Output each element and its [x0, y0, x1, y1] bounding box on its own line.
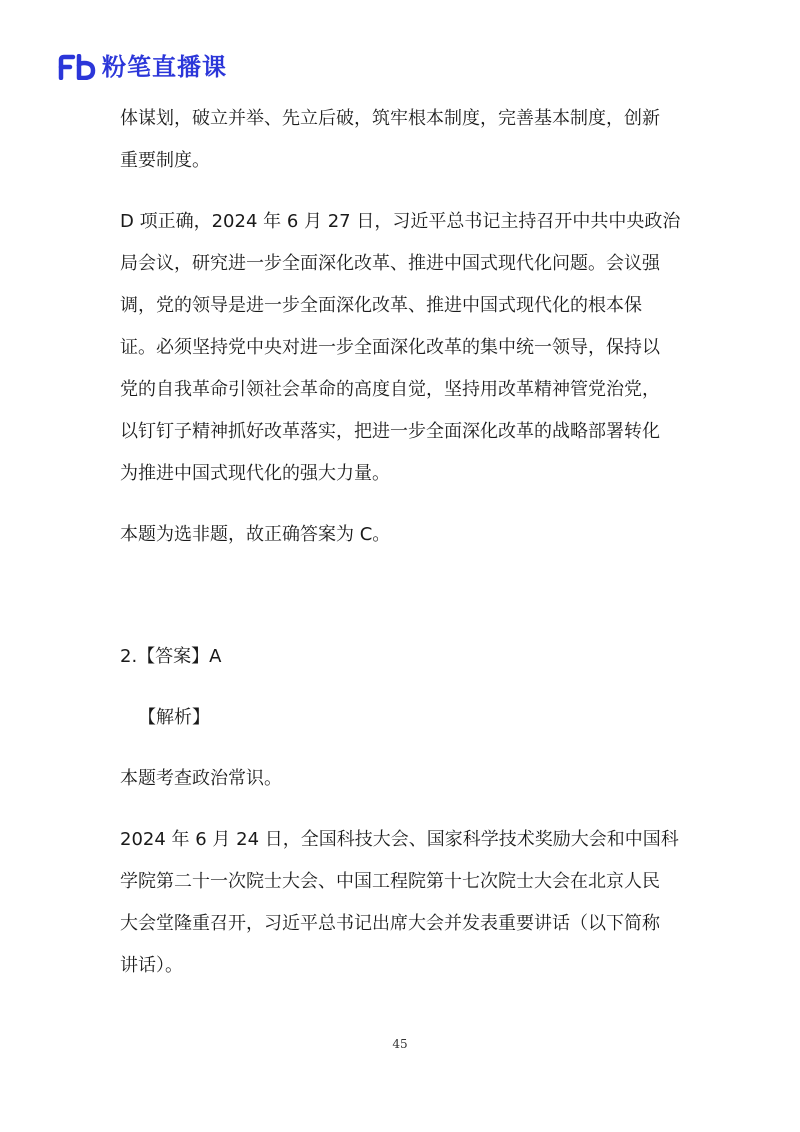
- analysis-heading: 【解析】: [138, 707, 210, 728]
- page-number: 45: [392, 1037, 408, 1051]
- text-line: 学院第二十一次院士大会、中国工程院第十七次院士大会在北京人民: [120, 871, 660, 892]
- text-line: 重要制度。: [120, 150, 210, 171]
- text-line: 调，党的领导是进一步全面深化改革、推进中国式现代化的根本保: [120, 295, 642, 316]
- text-line: 2024 年 6 月 24 日，全国科技大会、国家科学技术奖励大会和中国科: [120, 829, 679, 850]
- brand-name: 粉笔直播课: [102, 53, 227, 81]
- text-line: 讲话）。: [120, 955, 183, 976]
- text-line: D 项正确，2024 年 6 月 27 日，习近平总书记主持召开中共中央政治: [120, 211, 681, 232]
- text-line: 体谋划，破立并举、先立后破，筑牢根本制度，完善基本制度，创新: [120, 108, 660, 129]
- text-line: 为推进中国式现代化的强大力量。: [120, 463, 390, 484]
- text-line: 党的自我革命引领社会革命的高度自觉，坚持用改革精神管党治党，: [120, 379, 660, 400]
- text-line: 本题为选非题，故正确答案为 C。: [120, 524, 391, 545]
- text-line: 以钉钉子精神抓好改革落实，把进一步全面深化改革的战略部署转化: [120, 421, 660, 442]
- text-line: 本题考查政治常识。: [120, 768, 282, 789]
- text-line: 证。必须坚持党中央对进一步全面深化改革的集中统一领导，保持以: [120, 337, 660, 358]
- brand-logo: [58, 52, 227, 82]
- fb-logo-icon: [58, 54, 96, 80]
- text-line: 局会议，研究进一步全面深化改革、推进中国式现代化问题。会议强: [120, 253, 660, 274]
- text-line: 大会堂隆重召开，习近平总书记出席大会并发表重要讲话（以下简称: [120, 913, 660, 934]
- answer-heading: 2.【答案】A: [120, 646, 222, 667]
